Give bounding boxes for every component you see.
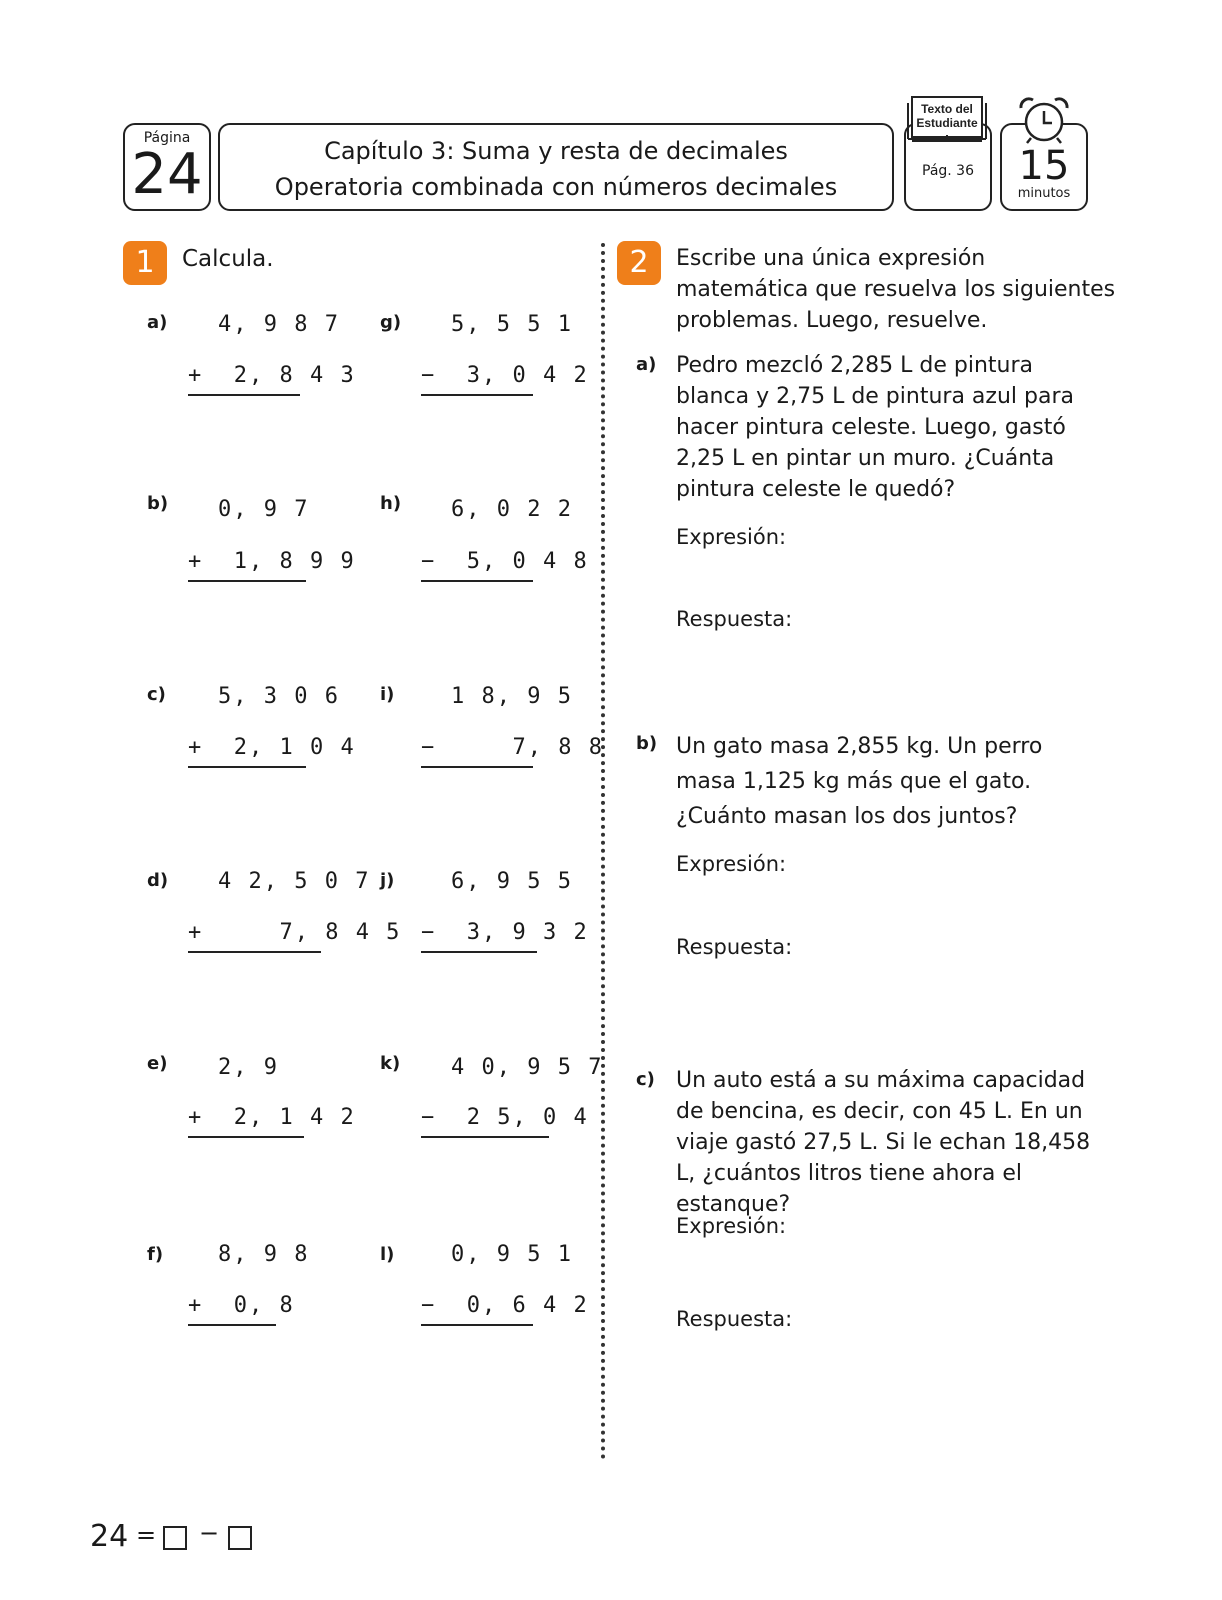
op-label: h) (380, 493, 402, 514)
op-underline (421, 580, 533, 582)
op-underline (421, 1136, 549, 1138)
lesson-subtitle: Operatoria combinada con números decimales (274, 173, 838, 201)
op-underline (421, 951, 537, 953)
op-underline (421, 766, 533, 768)
answer-label: Respuesta: (676, 607, 793, 631)
op-top-number: 0, 9 5 1 (451, 1242, 573, 1267)
alarm-clock-icon (1015, 96, 1073, 144)
op-top-number: 6, 0 2 2 (451, 497, 573, 522)
op-label: g) (380, 312, 402, 333)
op-bottom-number: + 2, 1 0 4 (188, 735, 356, 760)
op-bottom-number: − 3, 0 4 2 (421, 363, 589, 388)
page-label: Página (143, 130, 191, 146)
title-box (218, 123, 894, 211)
problem-text: Un gato masa 2,855 kg. Un perro masa 1,125 kg más que el gato. ¿Cuánto masan los dos juntos? (676, 734, 1043, 829)
op-bottom-number: + 7, 8 4 5 (188, 920, 402, 945)
dotted-divider (601, 243, 605, 1460)
op-top-number: 6, 9 5 5 (451, 869, 573, 894)
op-label: k) (380, 1053, 401, 1074)
time-value: 15 (1018, 143, 1070, 189)
op-label: e) (147, 1053, 168, 1074)
exercise-1-instruction: Calcula. (182, 246, 274, 272)
answer-label: Respuesta: (676, 1307, 793, 1331)
op-bottom-number: − 2 5, 0 4 (421, 1105, 589, 1130)
page-number: 24 (131, 142, 203, 207)
expression-label: Expresión: (676, 525, 787, 549)
op-top-number: 1 8, 9 5 (451, 684, 573, 709)
op-label: a) (147, 312, 168, 333)
page-number-box (123, 123, 211, 211)
exercise-1-badge: 1 (123, 241, 167, 285)
time-unit: minutos (1017, 186, 1071, 201)
footer-empty-box (163, 1526, 187, 1550)
op-top-number: 4 2, 5 0 7 (218, 869, 371, 894)
expression-label: Expresión: (676, 1214, 787, 1238)
op-underline (188, 580, 306, 582)
op-label: c) (147, 684, 166, 705)
op-bottom-number: + 2, 8 4 3 (188, 363, 356, 388)
op-bottom-number: − 0, 6 4 2 (421, 1293, 589, 1318)
op-bottom-number: + 0, 8 (188, 1293, 295, 1318)
op-top-number: 4 0, 9 5 7 (451, 1055, 604, 1080)
footer-page-number: 24 (90, 1519, 129, 1554)
op-underline (188, 1324, 276, 1326)
op-underline (421, 394, 533, 396)
op-bottom-number: + 2, 1 4 2 (188, 1105, 356, 1130)
op-label: j) (380, 870, 395, 891)
answer-label: Respuesta: (676, 935, 793, 959)
expression-label: Expresión: (676, 852, 787, 876)
op-label: d) (147, 870, 169, 891)
problem-text: Pedro mezcló 2,285 L de pintura blanca y 2,75 L de pintura azul para hacer pintura celeste. Luego, gastó 2,25 L en pintar un muro. ¿Cuánta pintura celeste le quedó? (676, 353, 1074, 502)
chapter-title: Capítulo 3: Suma y resta de decimales (324, 137, 788, 165)
footer-equals: = (136, 1521, 157, 1549)
op-underline (421, 1324, 533, 1326)
exercise-2-instruction: Escribe una única expresión matemática que resuelva los siguientes problemas. Luego, resuelve. (676, 246, 1116, 333)
op-bottom-number: − 3, 9 3 2 (421, 920, 589, 945)
op-top-number: 0, 9 7 (218, 497, 310, 522)
op-bottom-number: − 7, 8 8 (421, 735, 604, 760)
exercise-2-badge: 2 (617, 241, 661, 285)
op-bottom-number: − 5, 0 4 8 (421, 549, 589, 574)
op-top-number: 4, 9 8 7 (218, 312, 340, 337)
op-label: i) (380, 684, 395, 705)
book-icon (906, 95, 988, 145)
book-page-ref: Pág. 36 (922, 163, 974, 179)
op-underline (188, 1136, 304, 1138)
op-bottom-number: + 1, 8 9 9 (188, 549, 356, 574)
op-top-number: 5, 3 0 6 (218, 684, 340, 709)
problem-text: Un auto está a su máxima capacidad de bencina, es decir, con 45 L. En un viaje gastó 27,5 L. Si le echan 18,458 L, ¿cuántos litros tiene ahora el estanque? (676, 1068, 1091, 1217)
problem-label: a) (636, 354, 657, 375)
op-underline (188, 394, 300, 396)
op-label: l) (380, 1244, 395, 1265)
op-top-number: 8, 9 8 (218, 1242, 310, 1267)
op-underline (188, 766, 306, 768)
op-underline (188, 951, 321, 953)
book-label-line2: Estudiante (916, 116, 978, 130)
op-label: b) (147, 493, 169, 514)
footer-empty-box (228, 1526, 252, 1550)
footer-minus: − (199, 1519, 220, 1547)
problem-label: b) (636, 733, 658, 754)
op-top-number: 2, 9 (218, 1055, 279, 1080)
op-label: f) (147, 1244, 164, 1265)
book-label-line1: Texto del (921, 102, 973, 116)
problem-label: c) (636, 1069, 655, 1090)
op-top-number: 5, 5 5 1 (451, 312, 573, 337)
